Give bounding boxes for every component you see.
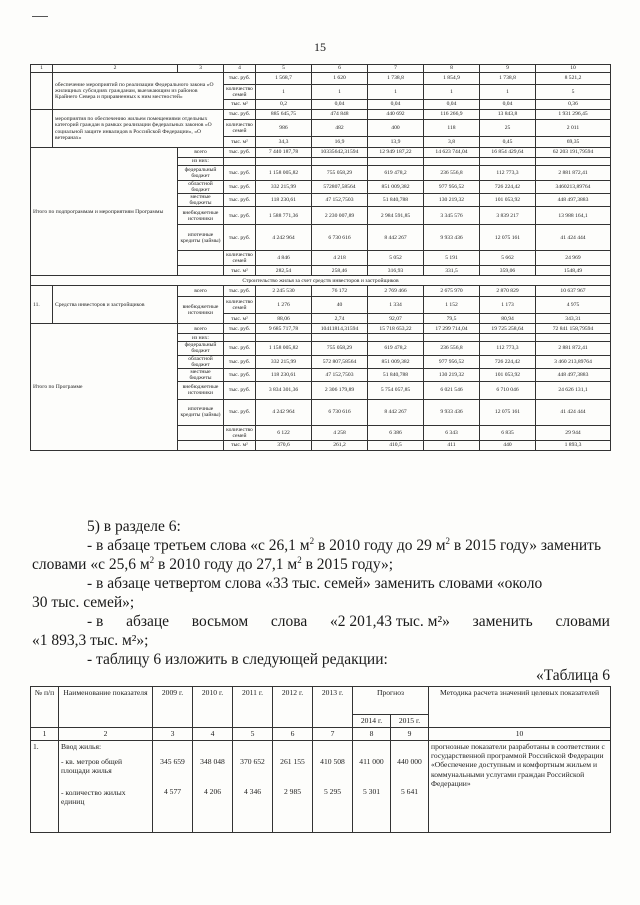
value-cell: 885 645,75: [256, 110, 312, 120]
row-category: местные бюджеты: [178, 194, 224, 207]
value-cell: 101 053,92: [480, 368, 536, 381]
table-row: [31, 110, 611, 120]
value-cell: 2 984 591,85: [368, 207, 424, 225]
value-cell: 440: [480, 440, 536, 450]
value-cell: 12 075 161: [480, 225, 536, 251]
t6-header-year: 2013 г.: [313, 687, 353, 728]
value-cell: 9 685 717,78: [256, 324, 312, 334]
value-cell: 1: [480, 85, 536, 100]
justified-word: «2 201,43 тыс. м²»: [329, 613, 450, 630]
value-cell: 261,2: [312, 440, 368, 450]
value-cell: 88,06: [256, 314, 312, 324]
value-cell: 0,04: [312, 100, 368, 110]
value-cell: 118 230,61: [256, 194, 312, 207]
value-cell: 474 848: [312, 110, 368, 120]
value-cell: 2 769 466: [368, 286, 424, 297]
value-cell: 7 440 187,78: [256, 148, 312, 158]
row-unit: тыс. м²: [224, 137, 256, 148]
row-unit: тыс. руб.: [224, 207, 256, 225]
value-cell: 332 215,99: [256, 355, 312, 368]
value-cell: 13 843,8: [480, 110, 536, 120]
value-cell: 6 021 546: [424, 381, 480, 399]
t6-header-year: 2012 г.: [273, 687, 313, 728]
column-number: 6: [273, 728, 313, 741]
table-row: [31, 324, 611, 334]
value-cell: 359,06: [480, 266, 536, 276]
row-unit: [224, 158, 256, 166]
value-cell: 331,5: [424, 266, 480, 276]
t6-value-cell: 261 155 2 985: [273, 741, 313, 833]
value-cell: 1 568,7: [256, 73, 312, 85]
value-cell: 851 009,382: [368, 355, 424, 368]
t6-method-text: прогнозные показатели разработаны в соответствии с государственной программой Российской Федерации «Обеспечение доступным и комфортным жильем и коммунальными услугами граждан Российской Федерации»: [429, 741, 611, 833]
column-number: 5: [256, 65, 312, 73]
value-cell: 258,46: [312, 266, 368, 276]
row-category: ипотечные кредиты (займы): [178, 225, 224, 251]
value-cell: 2 881 872,41: [536, 342, 611, 355]
row-number: [31, 73, 53, 110]
value-cell: 19 725 258,64: [480, 324, 536, 334]
row-category: [178, 425, 224, 440]
table6: [30, 686, 611, 833]
row-unit: количество семей: [224, 85, 256, 100]
row-unit: тыс. руб.: [224, 381, 256, 399]
header-dash: [32, 16, 48, 17]
column-number: 9: [391, 728, 429, 741]
value-cell: 1: [368, 85, 424, 100]
row-unit: тыс. руб.: [224, 225, 256, 251]
value-cell: 130 219,32: [424, 194, 480, 207]
table-row: [31, 286, 611, 297]
value-cell: 6 386: [368, 425, 424, 440]
column-number: 8: [353, 728, 391, 741]
value-cell: 40: [312, 297, 368, 314]
amendment-text: [32, 517, 610, 669]
value-cell: 851 009,382: [368, 181, 424, 194]
value-cell: 282,54: [256, 266, 312, 276]
value-cell: 400: [368, 120, 424, 137]
value-cell: 1: [312, 85, 368, 100]
justified-word: заменить: [472, 613, 533, 630]
row-title: Итого по Программе: [31, 324, 178, 451]
value-cell: 41 424 444: [536, 225, 611, 251]
value-cell: 51 840,788: [368, 194, 424, 207]
row-unit: тыс. руб.: [224, 73, 256, 85]
value-cell: 1548,49: [536, 266, 611, 276]
value-cell: 3 834 301,36: [256, 381, 312, 399]
value-cell: 619 478,2: [368, 166, 424, 181]
value-cell: 986: [256, 120, 312, 137]
value-cell: 3 460 213,89764: [536, 355, 611, 368]
value-cell: 41 424 444: [536, 399, 611, 425]
t6-sub-sqm: - кв. метров общей площади жилья: [61, 757, 123, 776]
justified-word: слова: [270, 613, 308, 630]
value-cell: 0,04: [368, 100, 424, 110]
value-cell: 9 933 436: [424, 399, 480, 425]
value-cell: 5 052: [368, 251, 424, 266]
value-cell: 13 988 164,1: [536, 207, 611, 225]
value-cell: 79,5: [424, 314, 480, 324]
value-cell: 1 738,8: [480, 73, 536, 85]
amendment-table-replace: - таблицу 6 изложить в следующей редакции:: [87, 651, 388, 668]
value-cell: 2 881 872,41: [536, 166, 611, 181]
t6-header-forecast-year: 2014 г.: [353, 715, 391, 728]
column-number: 6: [312, 65, 368, 73]
value-cell: 726 224,42: [480, 355, 536, 368]
value-cell: 0,36: [536, 100, 611, 110]
value-cell: 47 152,7503: [312, 368, 368, 381]
amendment-paragraph-4-cont: 30 тыс. семей»;: [32, 594, 135, 611]
value-cell: 1 893,3: [536, 440, 611, 450]
row-title: обеспечение мероприятий по реализации Федерального закона «О жилищных субсидиях гражданам, выезжающим из районов Крайнего Севера и приравненных к ним местностей»: [53, 73, 224, 110]
page-number: 15: [314, 40, 326, 54]
row-category: всего: [178, 286, 224, 297]
value-cell: 4 218: [312, 251, 368, 266]
value-cell: 112 773,3: [480, 342, 536, 355]
justified-word: восьмом: [191, 613, 249, 630]
value-cell: 16 854 429,64: [480, 148, 536, 158]
row-unit: количество семей: [224, 297, 256, 314]
value-cell: 0,45: [480, 137, 536, 148]
value-cell: 6 710 046: [480, 381, 536, 399]
section-title: Строительство жилья за счет средств инвесторов и застройщиков: [31, 276, 611, 286]
value-cell: 448 497,3883: [536, 368, 611, 381]
t6-value-cell: 345 659 4 577: [153, 741, 193, 833]
value-cell: 1 738,8: [368, 73, 424, 85]
row-category: [178, 440, 224, 450]
value-cell: 4 975: [536, 297, 611, 314]
row-unit: тыс. руб.: [224, 399, 256, 425]
amendment-paragraph-8: [32, 612, 610, 631]
value-cell: 16,9: [312, 137, 368, 148]
value-cell: [312, 158, 368, 166]
value-cell: 619 478,2: [368, 342, 424, 355]
value-cell: 130 219,32: [424, 368, 480, 381]
value-cell: [312, 334, 368, 342]
row-category: областной бюджет: [178, 181, 224, 194]
value-cell: 112 773,3: [480, 166, 536, 181]
value-cell: 51 840,788: [368, 368, 424, 381]
value-cell: 34,3: [256, 137, 312, 148]
value-cell: 2 011: [536, 120, 611, 137]
value-cell: 2 306 179,89: [312, 381, 368, 399]
amendment-paragraph-4: - в абзаце четвертом слова «33 тыс. семей» заменить словами «около: [87, 575, 543, 592]
value-cell: 977 956,52: [424, 355, 480, 368]
value-cell: 448 497,3883: [536, 194, 611, 207]
value-cell: 5 191: [424, 251, 480, 266]
row-category: из них:: [178, 158, 224, 166]
value-cell: 1 620: [312, 73, 368, 85]
value-cell: 1: [424, 85, 480, 100]
value-cell: 3460213,89764: [536, 181, 611, 194]
value-cell: 6 343: [424, 425, 480, 440]
value-cell: 62 203 191,79594: [536, 148, 611, 158]
value-cell: 10335642,31594: [312, 148, 368, 158]
table6-caption: «Таблица 6: [535, 667, 610, 684]
value-cell: 116 266,9: [424, 110, 480, 120]
column-number: 2: [59, 728, 153, 741]
value-cell: 9 933 436: [424, 225, 480, 251]
row-unit: тыс. руб.: [224, 368, 256, 381]
value-cell: 1 152: [424, 297, 480, 314]
value-cell: 47 152,7503: [312, 194, 368, 207]
value-cell: 482: [312, 120, 368, 137]
t6-header-forecast: Прогноз: [353, 687, 429, 715]
column-number: 3: [178, 65, 224, 73]
row-unit: тыс. м²: [224, 440, 256, 450]
justified-word: - в: [87, 613, 104, 630]
value-cell: 410,5: [368, 440, 424, 450]
t6-value-cell: 370 652 4 346: [233, 741, 273, 833]
row-unit: тыс. м²: [224, 266, 256, 276]
value-cell: 15 718 653,22: [368, 324, 424, 334]
amendment-paragraph-8-cont: «1 893,3 тыс. м²»;: [32, 632, 149, 649]
column-number: 8: [424, 65, 480, 73]
value-cell: [256, 158, 312, 166]
t6-sub-units: - количество жилых единиц: [61, 787, 126, 806]
value-cell: 17 299 714,04: [424, 324, 480, 334]
column-number: 4: [193, 728, 233, 741]
value-cell: 1 173: [480, 297, 536, 314]
section-row: [31, 276, 611, 286]
justified-word: абзаце: [126, 613, 170, 630]
row-title: мероприятия по обеспечению жильем помещениями отдельных категорий граждан в рамках реализации федеральных законов «О социальной защите инвалидов в Российской Федерации», «О ветеранах»: [53, 110, 224, 148]
row-title: Итого по подпрограммам и мероприятиям Программы: [31, 148, 178, 276]
row-unit: тыс. руб.: [224, 355, 256, 368]
value-cell: 24 626 131,1: [536, 381, 611, 399]
table-row: [31, 73, 611, 85]
row-unit: тыс. руб.: [224, 324, 256, 334]
row-unit: тыс. м²: [224, 314, 256, 324]
value-cell: 69,35: [536, 137, 611, 148]
value-cell: 0,2: [256, 100, 312, 110]
value-cell: 6 122: [256, 425, 312, 440]
value-cell: 72 841 158,79594: [536, 324, 611, 334]
value-cell: 1 158 005,82: [256, 342, 312, 355]
value-cell: [368, 158, 424, 166]
value-cell: 8 442 267: [368, 225, 424, 251]
row-category: [178, 266, 224, 276]
column-number: 5: [233, 728, 273, 741]
value-cell: [256, 334, 312, 342]
value-cell: 25: [480, 120, 536, 137]
column-number: 9: [480, 65, 536, 73]
column-number: 1: [31, 65, 53, 73]
value-cell: 755 058,29: [312, 342, 368, 355]
value-cell: 24 969: [536, 251, 611, 266]
value-cell: 5 754 057,85: [368, 381, 424, 399]
row-category: из них:: [178, 334, 224, 342]
amendment-paragraph-3-cont: словами «с 25,6 $м^2$ в 2010 году до 27,1 $м^2$ в 2015 году»;: [32, 554, 394, 573]
row-category: областной бюджет: [178, 355, 224, 368]
column-number: 1: [31, 728, 59, 741]
value-cell: 0,04: [480, 100, 536, 110]
column-number: 3: [153, 728, 193, 741]
t6-row-name: [59, 741, 153, 833]
value-cell: 6 730 616: [312, 225, 368, 251]
value-cell: 370,6: [256, 440, 312, 450]
value-cell: [368, 334, 424, 342]
value-cell: 316,93: [368, 266, 424, 276]
value-cell: 8 442 267: [368, 399, 424, 425]
value-cell: 10411814,31594: [312, 324, 368, 334]
t6-header-year: 2011 г.: [233, 687, 273, 728]
value-cell: 29 944: [536, 425, 611, 440]
t6-header-num: № п/п: [31, 687, 59, 728]
value-cell: 440 692: [368, 110, 424, 120]
value-cell: [536, 158, 611, 166]
value-cell: 118: [424, 120, 480, 137]
value-cell: [480, 334, 536, 342]
row-unit: тыс. руб.: [224, 342, 256, 355]
row-unit: тыс. руб.: [224, 181, 256, 194]
amendment-paragraph-3: - в абзаце третьем слова «с 26,1 $м^2$ в 2010 году до 29 $м^2$ в 2015 году» заменить: [87, 535, 602, 554]
t6-row-title: Ввод жилья:: [61, 742, 102, 751]
column-number: 10: [536, 65, 611, 73]
table-row: [31, 148, 611, 158]
value-cell: 12 949 187,22: [368, 148, 424, 158]
value-cell: 236 556,8: [424, 166, 480, 181]
column-number: 4: [224, 65, 256, 73]
row-unit: тыс. м²: [224, 100, 256, 110]
row-unit: количество семей: [224, 120, 256, 137]
t6-value-cell: 440 000 5 641: [391, 741, 429, 833]
value-cell: 3 839 217: [480, 207, 536, 225]
value-cell: 8 521,2: [536, 73, 611, 85]
value-cell: 332 215,99: [256, 181, 312, 194]
t6-row-num: 1.: [31, 741, 59, 833]
value-cell: 2,74: [312, 314, 368, 324]
t6-header-year: 2010 г.: [193, 687, 233, 728]
t6-header-year: 2009 г.: [153, 687, 193, 728]
value-cell: 343,31: [536, 314, 611, 324]
value-cell: 4 242 964: [256, 225, 312, 251]
column-number: 10: [429, 728, 611, 741]
value-cell: 977 956,52: [424, 181, 480, 194]
value-cell: 572807,58564: [312, 181, 368, 194]
value-cell: 4 846: [256, 251, 312, 266]
row-unit: тыс. руб.: [224, 148, 256, 158]
value-cell: 755 058,29: [312, 166, 368, 181]
value-cell: 4 242 964: [256, 399, 312, 425]
row-unit: тыс. руб.: [224, 166, 256, 181]
value-cell: 1 158 005,82: [256, 166, 312, 181]
t6-header-forecast-year: 2015 г.: [391, 715, 429, 728]
value-cell: 5: [536, 85, 611, 100]
row-category: внебюджетные источники: [178, 297, 224, 324]
value-cell: 236 556,8: [424, 342, 480, 355]
value-cell: [536, 334, 611, 342]
value-cell: 4 258: [312, 425, 368, 440]
value-cell: [424, 158, 480, 166]
t6-value-cell: 410 508 5 295: [313, 741, 353, 833]
value-cell: 2 870 829: [480, 286, 536, 297]
column-number: 2: [53, 65, 178, 73]
row-unit: количество семей: [224, 251, 256, 266]
row-unit: количество семей: [224, 425, 256, 440]
t6-value-cell: 411 000 5 301: [353, 741, 391, 833]
row-number: 11.: [31, 286, 53, 324]
row-category: внебюджетные источники: [178, 381, 224, 399]
value-cell: 101 053,92: [480, 194, 536, 207]
value-cell: 80,94: [480, 314, 536, 324]
value-cell: 1 854,9: [424, 73, 480, 85]
value-cell: 2 245 530: [256, 286, 312, 297]
row-number: [31, 110, 53, 148]
value-cell: 0,04: [424, 100, 480, 110]
value-cell: [424, 334, 480, 342]
value-cell: 14 623 744,04: [424, 148, 480, 158]
value-cell: 12 075 161: [480, 399, 536, 425]
value-cell: 1 588 771,36: [256, 207, 312, 225]
value-cell: 572 807,58564: [312, 355, 368, 368]
t6-header-method: Методика расчета значений целевых показателей: [429, 687, 611, 728]
value-cell: 1 276: [256, 297, 312, 314]
value-cell: 76 172: [312, 286, 368, 297]
row-category: внебюджетные источники: [178, 207, 224, 225]
row-unit: тыс. руб.: [224, 110, 256, 120]
row-unit: тыс. руб.: [224, 194, 256, 207]
value-cell: 3 345 576: [424, 207, 480, 225]
value-cell: [480, 158, 536, 166]
value-cell: 3,8: [424, 137, 480, 148]
section-heading: 5) в разделе 6:: [87, 518, 181, 535]
t6-value-cell: 348 048 4 206: [193, 741, 233, 833]
value-cell: 2 675 970: [424, 286, 480, 297]
value-cell: 411: [424, 440, 480, 450]
value-cell: 6 835: [480, 425, 536, 440]
value-cell: 2 230 007,89: [312, 207, 368, 225]
value-cell: 726 224,42: [480, 181, 536, 194]
row-category: федеральный бюджет: [178, 166, 224, 181]
value-cell: 1 334: [368, 297, 424, 314]
justified-word: словами: [555, 613, 610, 630]
value-cell: 92,07: [368, 314, 424, 324]
t6-header-name: Наименование показателя: [59, 687, 153, 728]
row-category: местные бюджеты: [178, 368, 224, 381]
row-category: [178, 251, 224, 266]
value-cell: 1 931 296,45: [536, 110, 611, 120]
value-cell: 6 730 616: [312, 399, 368, 425]
column-number: 7: [368, 65, 424, 73]
row-title: Средства инвесторов и застройщиков: [53, 286, 178, 324]
column-number-row: [31, 65, 611, 73]
row-category: ипотечные кредиты (займы): [178, 399, 224, 425]
program-funding-table: [30, 64, 611, 451]
column-number: 7: [313, 728, 353, 741]
row-unit: тыс. руб.: [224, 286, 256, 297]
row-unit: [224, 334, 256, 342]
value-cell: 5 662: [480, 251, 536, 266]
value-cell: 10 637 967: [536, 286, 611, 297]
row-category: федеральный бюджет: [178, 342, 224, 355]
value-cell: 118 230,61: [256, 368, 312, 381]
row-category: всего: [178, 324, 224, 334]
value-cell: 13,9: [368, 137, 424, 148]
value-cell: 1: [256, 85, 312, 100]
row-category: всего: [178, 148, 224, 158]
